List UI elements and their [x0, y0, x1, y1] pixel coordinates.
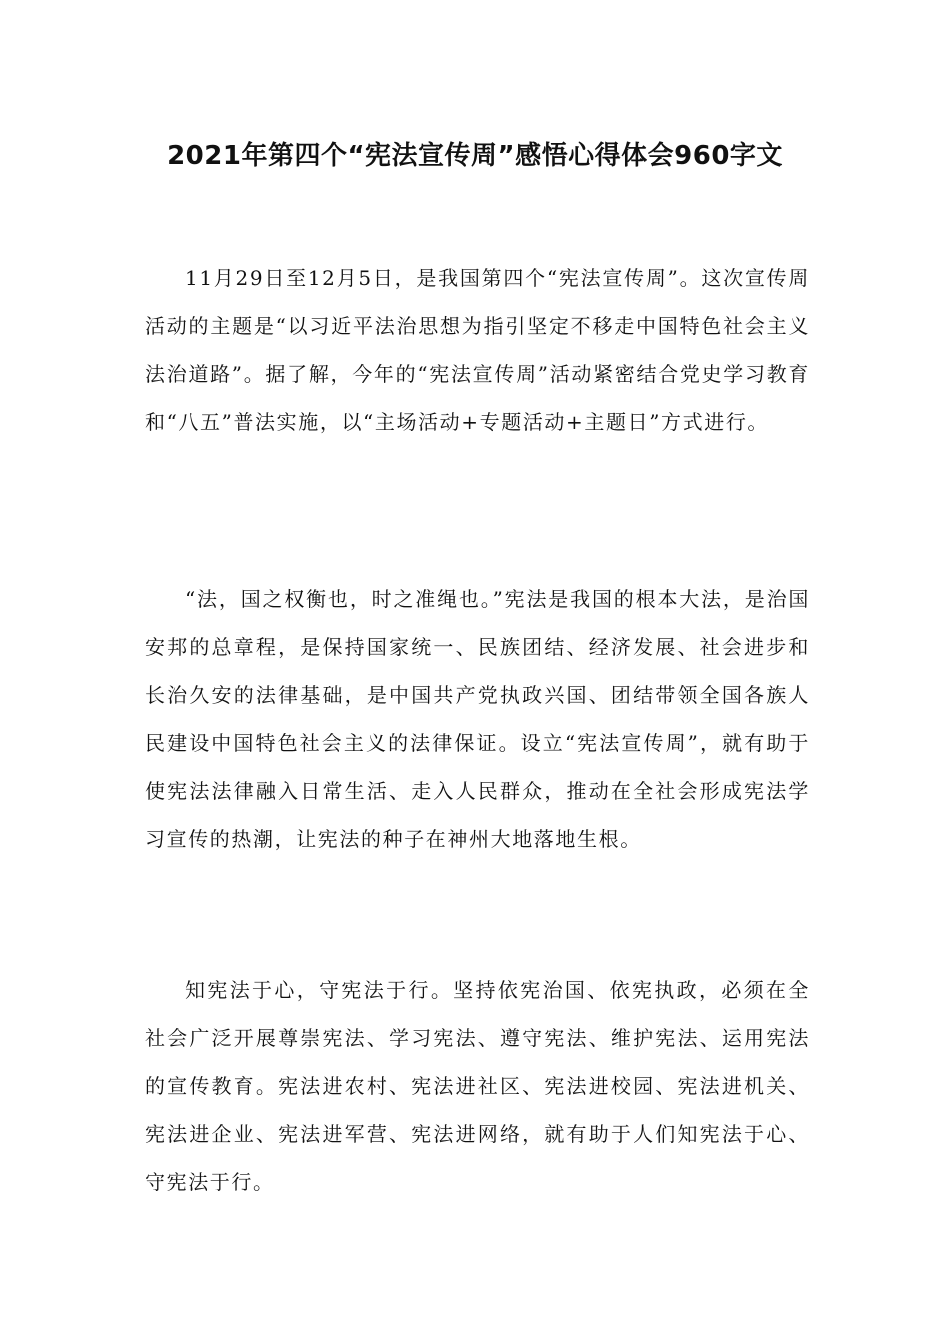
document-title: 2021年第四个“宪法宣传周”感悟心得体会960字文 — [167, 141, 783, 171]
paragraph-2: “法，国之权衡也，时之准绳也。”宪法是我国的根本大法，是治国安邦的总章程，是保持国家统一、民族团结、经济发展、社会进步和长治久安的法律基础，是中国共产党执政兴国、团结带领全国各族人民建设中国特色社会主义的法律保证。设立“宪法宣传周”，就有助于使宪法法律融入日常生活、走入人民群众，推动在全社会形成宪法学习宣传的热潮，让宪法的种子在神州大地落地生根。 — [145, 587, 810, 851]
paragraph-1: 11月29日至12月5日，是我国第四个“宪法宣传周”。这次宣传周活动的主题是“以习近平法治思想为指引坚定不移走中国特色社会主义法治道路”。据了解，今年的“宪法宣传周”活动紧密结合党史学习教育和“八五”普法实施，以“主场活动+专题活动+主题日”方式进行。 — [145, 266, 810, 434]
paragraph-3: 知宪法于心，守宪法于行。坚持依宪治国、依宪执政，必须在全社会广泛开展尊崇宪法、学习宪法、遵守宪法、维护宪法、运用宪法的宣传教育。宪法进农村、宪法进社区、宪法进校园、宪法进机关、宪法进企业、宪法进军营、宪法进网络，就有助于人们知宪法于心、守宪法于行。 — [145, 978, 810, 1194]
